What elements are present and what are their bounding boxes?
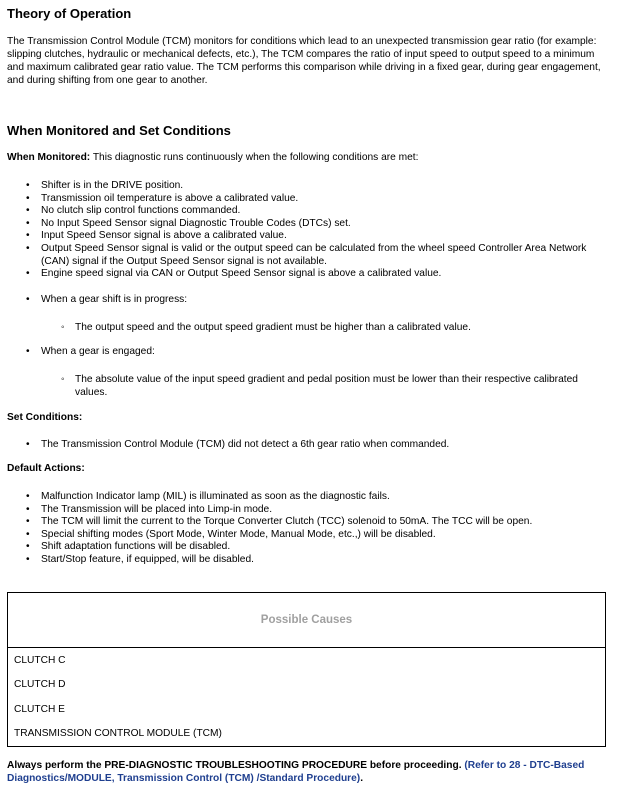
set-conditions-label: Set Conditions: xyxy=(7,412,83,423)
table-cell: CLUTCH E xyxy=(8,697,606,722)
list-item: • Transmission oil temperature is above a calibrated value. xyxy=(7,193,611,206)
table-row xyxy=(8,697,606,722)
possible-causes-table xyxy=(7,592,606,747)
set-conditions-list xyxy=(7,439,611,452)
when-monitored-label: When Monitored: xyxy=(7,152,91,163)
procedure-note xyxy=(7,759,611,785)
gear-shift-sublist xyxy=(7,322,611,335)
monitored-heading: When Monitored and Set Conditions xyxy=(7,123,231,138)
table-row xyxy=(8,673,606,698)
list-item: • Special shifting modes (Sport Mode, Winter Mode, Manual Mode, etc.,) will be disabled. xyxy=(7,529,611,542)
default-actions-label: Default Actions: xyxy=(7,463,85,474)
gear-shift-list xyxy=(7,294,611,307)
theory-paragraph: The Transmission Control Module (TCM) monitors for conditions which lead to an unexpected transmission gear ratio (for example: slipping clutches, hydraulic or mechanical defects, etc.), The TCM compares the ratio of input speed to output speed to a minimum and maximum calibrated gear ratio value. The TCM performs this comparison while driving in a fixed gear, during gear engagement, and during shifting from one gear to another. xyxy=(7,36,601,86)
list-item: • The Transmission will be placed into Limp-in mode. xyxy=(7,504,611,517)
default-actions-list xyxy=(7,491,611,567)
procedure-note-text: Always perform the PRE-DIAGNOSTIC TROUBLESHOOTING PROCEDURE before proceeding. xyxy=(7,760,465,771)
list-item: • The Transmission Control Module (TCM) did not detect a 6th gear ratio when commanded. xyxy=(7,439,611,452)
table-row xyxy=(8,722,606,747)
gear-engaged-sublist xyxy=(7,374,611,399)
list-item: • Malfunction Indicator lamp (MIL) is illuminated as soon as the diagnostic fails. xyxy=(7,491,611,504)
gear-engaged-list xyxy=(7,346,611,359)
list-item: • No Input Speed Sensor signal Diagnostic Trouble Codes (DTCs) set. xyxy=(7,218,611,231)
list-item: • Input Speed Sensor signal is above a calibrated value. xyxy=(7,230,611,243)
list-item: • Shift adaptation functions will be disabled. xyxy=(7,541,611,554)
table-cell: TRANSMISSION CONTROL MODULE (TCM) xyxy=(8,722,606,747)
table-cell: CLUTCH C xyxy=(8,648,606,673)
list-item: • Output Speed Sensor signal is valid or the output speed can be calculated from the wheel speed Controller Area Network (CAN) signal if the Output Speed Sensor signal is not available. xyxy=(7,243,611,268)
procedure-note-end: . xyxy=(360,773,364,784)
list-item: ◦ The absolute value of the input speed gradient and pedal position must be lower than their respective calibrated values. xyxy=(7,374,611,399)
possible-causes-header: Possible Causes xyxy=(8,593,606,648)
when-monitored-line xyxy=(7,151,418,164)
when-monitored-text: This diagnostic runs continuously when the following conditions are met: xyxy=(90,152,419,163)
list-item: • When a gear shift is in progress: xyxy=(7,294,611,307)
conditions-list xyxy=(7,180,611,281)
list-item: • The TCM will limit the current to the Torque Converter Clutch (TCC) solenoid to 50mA. The TCC will be open. xyxy=(7,516,611,529)
table-row xyxy=(8,648,606,673)
list-item: • Shifter is in the DRIVE position. xyxy=(7,180,611,193)
list-item: • Start/Stop feature, if equipped, will be disabled. xyxy=(7,554,611,567)
table-cell: CLUTCH D xyxy=(8,673,606,698)
list-item: • When a gear is engaged: xyxy=(7,346,611,359)
procedure-reference-link[interactable]: (Refer to 28 - DTC-Based Diagnostics/MODULE, Transmission Control (TCM) /Standard Procedure) xyxy=(7,760,585,784)
list-item: • No clutch slip control functions commanded. xyxy=(7,205,611,218)
list-item: • Engine speed signal via CAN or Output Speed Sensor signal is above a calibrated value. xyxy=(7,268,611,281)
theory-heading: Theory of Operation xyxy=(7,6,132,21)
list-item: ◦ The output speed and the output speed gradient must be higher than a calibrated value. xyxy=(7,322,611,335)
